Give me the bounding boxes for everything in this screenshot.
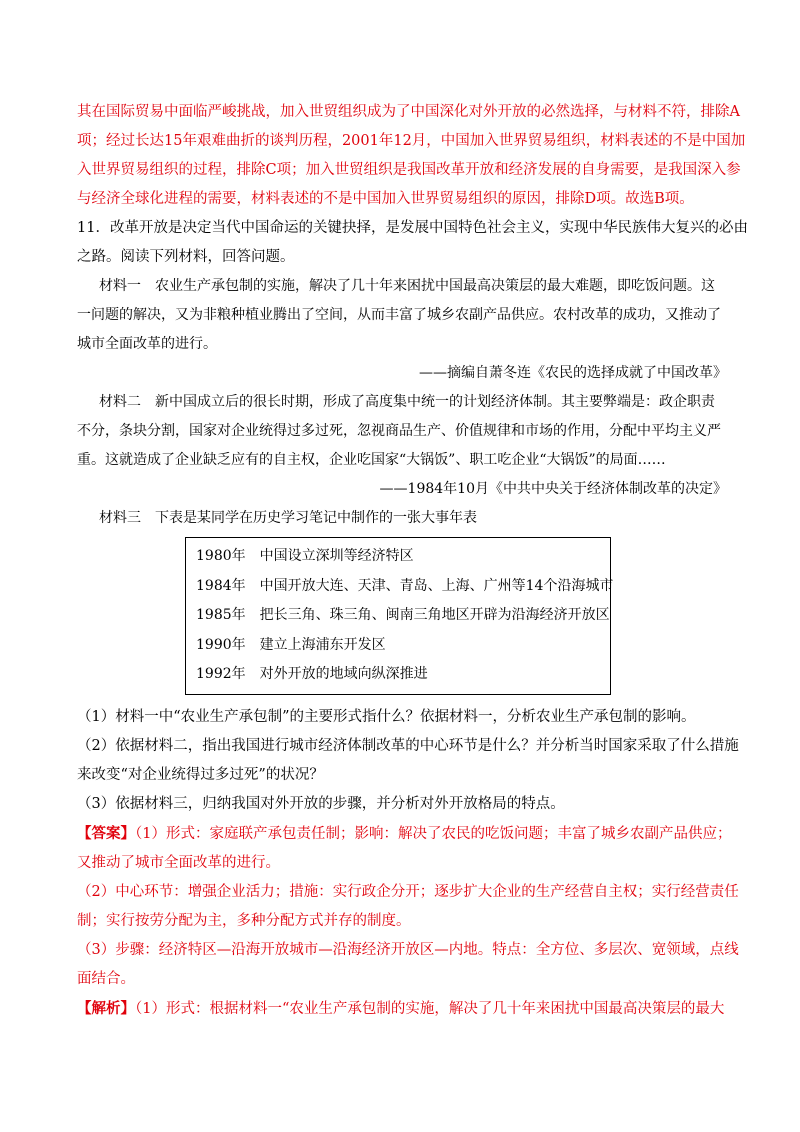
answer-line: 面结合。 bbox=[77, 970, 135, 987]
answer-line: （3）步骤：经济特区—沿海开放城市—沿海经济开放区—内地。特点：全方位、多层次、宽领域，点线 bbox=[77, 941, 739, 958]
question-stem: 之路。阅读下列材料，回答问题。 bbox=[77, 249, 295, 265]
answer-line: （2）中心环节：增强企业活力；措施：实行政企分开；逐步扩大企业的生产经营自主权；实行经营责任 bbox=[77, 883, 739, 900]
analysis-text: （1）形式：根据材料一“农业生产承包制的实施，解决了几十年来困扰中国最高决策层的最大 bbox=[135, 1000, 725, 1017]
analysis-tag: 【解析】 bbox=[77, 999, 135, 1017]
material-intro: 材料三 下表是某同学在历史学习笔记中制作的一张大事年表 bbox=[99, 510, 477, 526]
answer-line: 制；实行按劳分配为主，多种分配方式并存的制度。 bbox=[77, 912, 411, 929]
material-source: ——1984年10月《中共中央关于经济体制改革的决定》 bbox=[379, 481, 727, 497]
material-line: 不分，条块分割，国家对企业统得过多过死，忽视商品生产、价值规律和市场的作用，分配中平均主义严 bbox=[77, 423, 721, 439]
table-row: 1990年 建立上海浦东开发区 bbox=[196, 636, 386, 653]
question-stem: 11．改革开放是决定当代中国命运的关键抉择，是发展中国特色社会主义，实现中华民族伟大复兴的必由 bbox=[77, 220, 748, 236]
answer-line bbox=[77, 819, 732, 849]
table-row: 1980年 中国设立深圳等经济特区 bbox=[196, 548, 414, 564]
material-line: 一问题的解决，又为非粮种植业腾出了空间，从而丰富了城乡农副产品供应。农村改革的成功，又推动了 bbox=[77, 307, 721, 323]
answer-line: 又推动了城市全面改革的进行。 bbox=[77, 854, 280, 871]
sub-questions bbox=[77, 703, 739, 819]
material-source: ——摘编自萧冬连《农民的选择成就了中国改革》 bbox=[419, 365, 727, 381]
document-content bbox=[77, 98, 748, 1024]
answer-text: （1）形式：家庭联产承包责任制；影响：解决了农民的吃饭问题；丰富了城乡农副产品供应； bbox=[135, 825, 732, 842]
sub-question: （1）材料一中“农业生产承包制”的主要形式指什么？依据材料一，分析农业生产承包制的影响。 bbox=[77, 708, 696, 725]
question-11 bbox=[77, 214, 748, 819]
table-row: 1985年 把长三角、珠三角、闽南三角地区开辟为沿海经济开放区 bbox=[196, 607, 610, 623]
sub-question: （2）依据材料二，指出我国进行城市经济体制改革的中心环节是什么？并分析当时国家采取了什么措施 bbox=[77, 737, 739, 754]
material-line: 城市全面改革的进行。 bbox=[77, 336, 217, 352]
material-line: 材料二 新中国成立后的很长时期，形成了高度集中统一的计划经济体制。其主要弊端是：政企职责 bbox=[99, 394, 715, 410]
previous-answer-analysis bbox=[77, 98, 746, 214]
sub-question: 来改变“对企业统得过多过死”的状况？ bbox=[77, 766, 324, 783]
sub-question: （3）依据材料三，归纳我国对外开放的步骤，并分析对外开放格局的特点。 bbox=[77, 795, 565, 812]
analysis-line bbox=[77, 994, 727, 1024]
material-1 bbox=[77, 272, 727, 388]
table-row: 1984年 中国开放大连、天津、青岛、上海、广州等14个沿海城市 bbox=[196, 577, 614, 594]
analysis-line: 入世界贸易组织的过程，排除C项；加入世贸组织是我国改革开放和经济发展的自身需要，是我国深入参 bbox=[77, 162, 741, 178]
material-line: 材料一 农业生产承包制的实施，解决了几十年来困扰中国最高决策层的最大难题，即吃饭问题。这 bbox=[99, 278, 715, 294]
analysis-line: 与经济全球化进程的需要，材料表述的不是中国加入世界贸易组织的原因，排除D项。故选B项。 bbox=[77, 191, 694, 207]
material-3 bbox=[77, 504, 727, 695]
analysis-section bbox=[77, 994, 727, 1024]
table-row: 1992年 对外开放的地域向纵深推进 bbox=[196, 666, 428, 682]
material-line: 重。这就造成了企业缺乏应有的自主权，企业吃国家“大锅饭”、职工吃企业“大锅饭”的局面…… bbox=[77, 452, 666, 468]
material-2 bbox=[77, 388, 727, 504]
analysis-line: 其在国际贸易中面临严峻挑战，加入世贸组织成为了中国深化对外开放的必然选择，与材料不符，排除A bbox=[77, 104, 740, 120]
answer-section bbox=[77, 819, 739, 994]
chronology-table bbox=[185, 537, 614, 695]
answer-tag: 【答案】 bbox=[77, 824, 135, 842]
analysis-line: 项；经过长达15年艰难曲折的谈判历程，2001年12月，中国加入世界贸易组织，材料表述的不是中国加 bbox=[77, 133, 746, 149]
